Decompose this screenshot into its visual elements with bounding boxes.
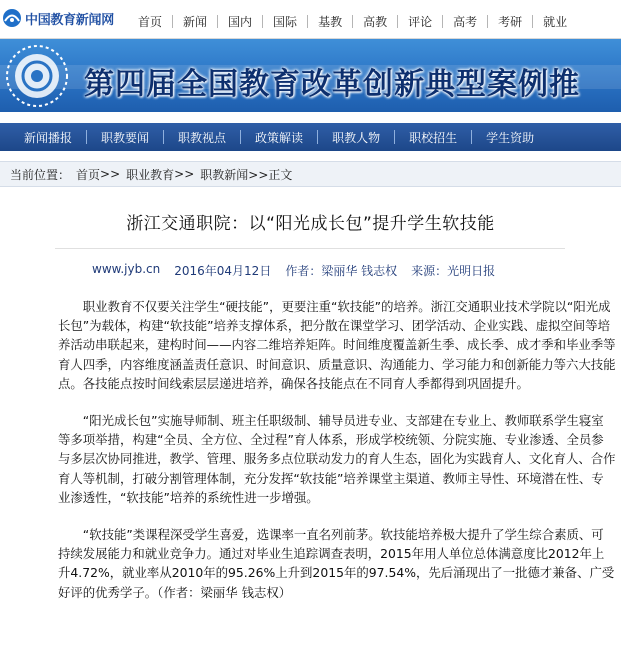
topnav-item-higher-education[interactable]: 高教 xyxy=(363,14,388,29)
topnav-item-kaoyan[interactable]: 考研 xyxy=(498,14,523,29)
article-source: 来源：光明日报 xyxy=(411,264,496,278)
article-title: 浙江交通职院：以“阳光成长包”提升学生软技能 xyxy=(126,214,495,234)
article-body xyxy=(58,297,616,620)
breadcrumb-vocational[interactable]: 职业教育 xyxy=(126,167,175,182)
top-nav xyxy=(138,12,567,30)
subnav-item-policy[interactable]: 政策解读 xyxy=(255,130,304,145)
section-nav xyxy=(0,123,621,151)
topnav-item-basic-education[interactable]: 基教 xyxy=(318,14,343,29)
topnav-item-employment[interactable]: 就业 xyxy=(543,14,568,29)
site-logo[interactable] xyxy=(2,7,114,29)
top-bar xyxy=(0,0,621,39)
site-logo-text: 中国教育新闻网 xyxy=(25,12,114,28)
topnav-item-home[interactable]: 首页 xyxy=(138,14,163,29)
logo-icon xyxy=(2,8,22,28)
subnav-item-news-broadcast[interactable]: 新闻播报 xyxy=(24,130,73,145)
article-date: 2016年04月12日 xyxy=(174,264,272,278)
topnav-item-gaokao[interactable]: 高考 xyxy=(453,14,478,29)
breadcrumb-label: 当前位置： xyxy=(10,167,71,182)
topnav-item-domestic[interactable]: 国内 xyxy=(228,14,253,29)
breadcrumb-separator: >> xyxy=(100,167,121,181)
article-site[interactable]: www.jyb.cn xyxy=(92,262,161,276)
subnav-item-vocational-news[interactable]: 职教要闻 xyxy=(101,130,150,145)
article-paragraph: “软技能”类课程深受学生喜爱，选课率一直名列前茅。软技能培养极大提升了学生综合素质、可持续发展能力和就业竞争力。通过对毕业生追踪调查表明，2015年用人单位总体满意度比2012年上升4.72%，就业率从2010年的95.26%上升到2015年的97.54%，先后涌现出了一批德才兼备、广受好评的优秀学子。（作者：梁丽华 钱志权） xyxy=(58,527,615,600)
subnav-item-vocational-views[interactable]: 职教视点 xyxy=(178,130,227,145)
breadcrumb xyxy=(0,161,621,187)
banner-emblem-icon xyxy=(4,43,70,109)
title-divider xyxy=(55,248,565,249)
article-author: 作者：梁丽华 钱志权 xyxy=(285,264,398,278)
article-meta xyxy=(92,262,509,279)
breadcrumb-home[interactable]: 首页 xyxy=(76,167,101,182)
breadcrumb-vocational-news[interactable]: 职教新闻 xyxy=(200,167,249,182)
article-paragraph: 职业教育不仅要关注学生“硬技能”，更要注重“软技能”的培养。浙江交通职业技术学院以“阳光成长包”为载体，构建“软技能”培养支撑体系，把分散在课堂学习、团学活动、企业实践、虚拟空间等培养活动串联起来，建构时间——内容二维培养矩阵。时间维度覆盖新生季、成长季、成才季和毕业季等育人四季，内容维度涵盖责任意识、时间意识、质量意识、沟通能力、学习能力和创新能力等六大技能点。各技能点按时间线索层层递进培养，确保各技能点在不同育人季都得到巩固提升。 xyxy=(58,299,616,391)
topnav-item-international[interactable]: 国际 xyxy=(273,14,298,29)
topnav-item-commentary[interactable]: 评论 xyxy=(408,14,433,29)
topnav-item-news[interactable]: 新闻 xyxy=(183,14,208,29)
breadcrumb-current: >>正文 xyxy=(248,167,293,182)
article-paragraph: “阳光成长包”实施导师制、班主任职级制、辅导员进专业、支部建在专业上、教师联系学生寝室等多项举措，构建“全员、全方位、全过程”育人体系，形成学校统领、分院实施、专业渗透、全员参与多层次协同推进，教学、管理、服务多点位联动发力的育人生态，固化为实践育人、文化育人、合作育人等机制，打破分割管理体制，充分发挥“软技能”培养课堂主渠道、教师主导性、环境潜在性、专业渗透性，“软技能”培养的系统性进一步增强。 xyxy=(58,413,616,505)
breadcrumb-separator: >> xyxy=(174,167,195,181)
promo-banner[interactable] xyxy=(0,39,621,112)
subnav-item-people[interactable]: 职教人物 xyxy=(332,130,381,145)
subnav-item-student-aid[interactable]: 学生资助 xyxy=(486,130,535,145)
subnav-item-admissions[interactable]: 职校招生 xyxy=(409,130,458,145)
banner-title: 第四届全国教育改革创新典型案例推 xyxy=(84,67,580,102)
